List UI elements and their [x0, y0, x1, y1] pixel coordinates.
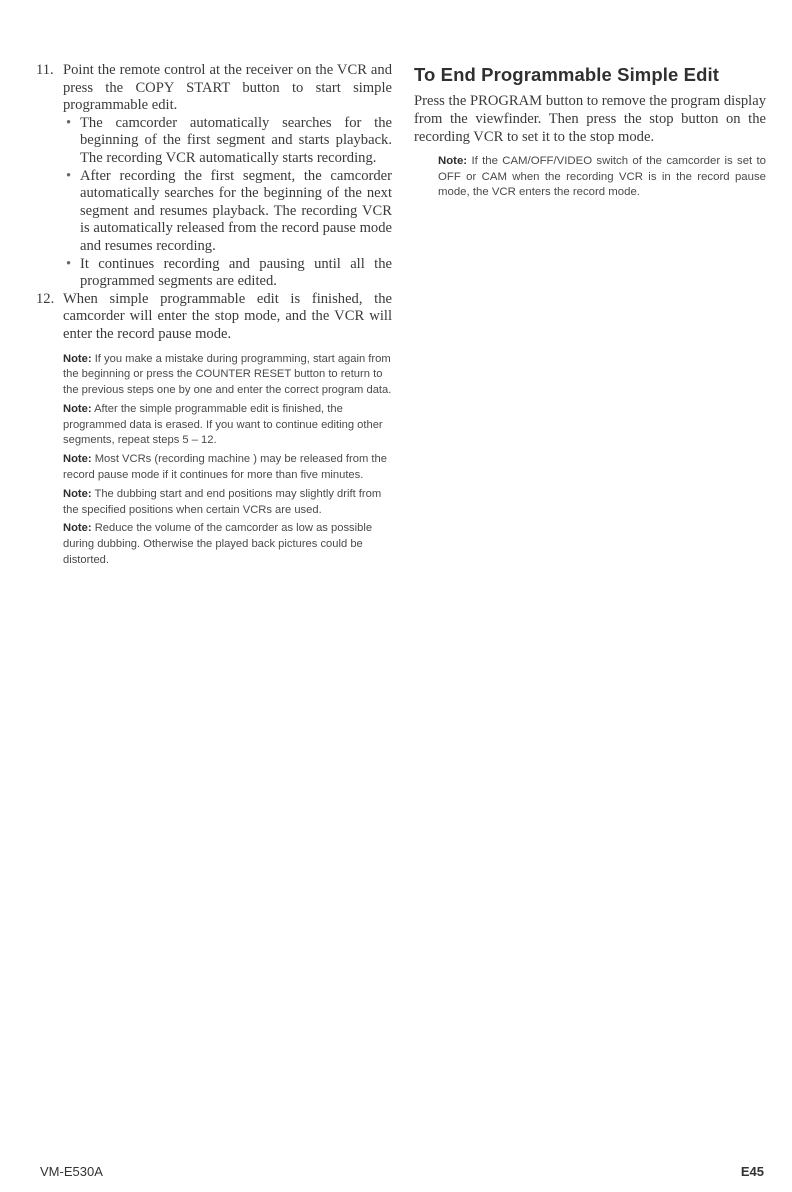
right-note — [414, 154, 766, 201]
bullet-item: • The camcorder automatically searches for the beginning of the first segment and starts playback. The recording VCR automatically starts recording. — [63, 115, 392, 168]
note-label: Note: — [63, 402, 92, 415]
note-label: Note: — [63, 453, 92, 466]
step-number: 11. — [36, 62, 54, 78]
step-text: Point the remote control at the receiver on the VCR and press the COPY START button to start simple programmable edit. — [63, 62, 392, 114]
notes-list — [36, 352, 392, 569]
page-number: E45 — [740, 1164, 764, 1179]
note-label: Note: — [63, 522, 92, 535]
note-text: After the simple programmable edit is finished, the programmed data is erased. If you want to continue editing other segments, repeat steps 5 – 12. — [63, 402, 383, 447]
note-text: Reduce the volume of the camcorder as low as possible during dubbing. Otherwise the played back pictures could be distorted. — [63, 522, 373, 567]
note — [63, 452, 392, 484]
bullet-item: • After recording the first segment, the camcorder automatically searches for the beginning of the next segment and resumes playback. The recording VCR is automatically released from the record pause mode and resumes recording. — [63, 168, 392, 256]
note — [63, 352, 392, 399]
note — [63, 487, 392, 519]
left-column — [36, 62, 392, 572]
note — [438, 154, 766, 201]
note-label: Note: — [438, 155, 468, 168]
note — [63, 521, 392, 568]
note-text: If the CAM/OFF/VIDEO switch of the camcorder is set to OFF or CAM when the recording VCR is in the record pause mode, the VCR enters the record mode. — [438, 155, 767, 199]
note-text: Most VCRs (recording machine ) may be released from the record pause mode if it continues for more than five minutes. — [63, 453, 387, 482]
section-body: Press the PROGRAM button to remove the program display from the viewfinder. Then press the stop button on the recording VCR to set it to the stop mode. — [414, 93, 766, 145]
model-number: VM-E530A — [40, 1164, 103, 1179]
note-label: Note: — [63, 487, 92, 500]
step-11 — [36, 62, 392, 291]
note-text: If you make a mistake during programming, start again from the beginning or press the COUNTER RESET button to return to the previous steps one by one and enter the correct program data. — [63, 352, 392, 397]
bullet-item: • It continues recording and pausing until all the programmed segments are edited. — [63, 256, 392, 291]
step-12 — [36, 291, 392, 344]
section-title: To End Programmable Simple Edit — [414, 64, 719, 85]
step-bullets — [63, 115, 392, 291]
step-number: 12. — [36, 290, 55, 307]
note-label: Note: — [63, 352, 92, 365]
step-text: When simple programmable edit is finished, the camcorder will enter the stop mode, and the VCR will enter the record pause mode. — [63, 290, 392, 342]
note — [63, 402, 392, 449]
note-text: The dubbing start and end positions may slightly drift from the specified positions when certain VCRs are used. — [63, 487, 382, 516]
right-column — [414, 64, 766, 204]
